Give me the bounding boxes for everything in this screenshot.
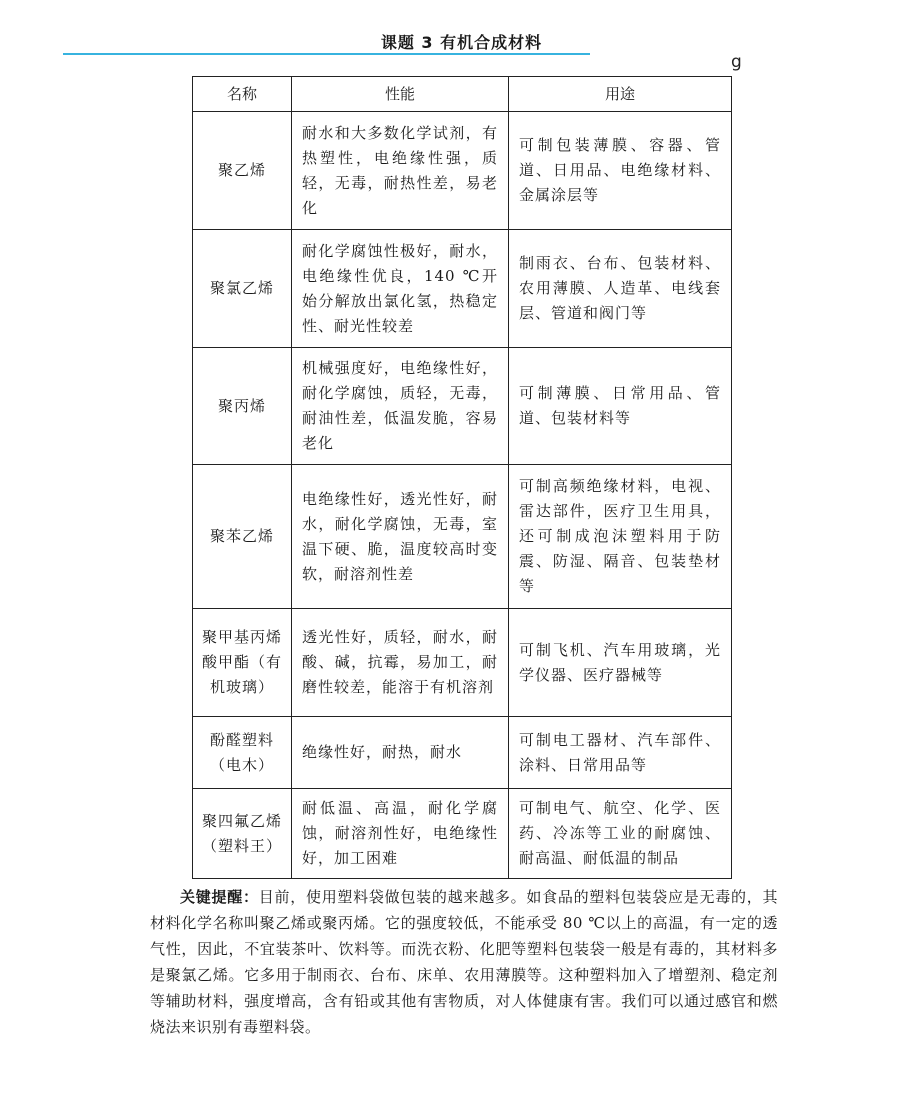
table-row [193, 609, 732, 717]
key-reminder-text: 目前，使用塑料袋做包装的越来越多。如食品的塑料包装袋应是无毒的，其材料化学名称叫聚乙烯或聚丙烯。它的强度较低，不能承受 80 ℃以上的高温，有一定的透气性，因此，不宜装茶叶、饮料等。而洗衣粉、化肥等塑料包装袋一般是有毒的，其材料多是聚氯乙烯。它多用于制雨衣、台布、床单、农用薄膜等。这种塑料加入了增塑剂、稳定剂等辅助材料，强度增高，含有铅或其他有害物质，对人体健康有害。我们可以通过感官和燃烧法来识别有毒塑料袋。 [150, 888, 778, 1036]
table-row [193, 112, 732, 230]
material-use: 可制薄膜、日常用品、管道、包装材料等 [509, 348, 732, 465]
material-name: 聚四氟乙烯（塑料王） [193, 789, 292, 879]
material-use: 可制飞机、汽车用玻璃，光学仪器、医疗器械等 [509, 609, 732, 717]
column-header-use: 用途 [509, 77, 732, 112]
table-row [193, 789, 732, 879]
material-use: 可制高频绝缘材料，电视、雷达部件，医疗卫生用具，还可制成泡沫塑料用于防震、防湿、隔音、包装垫材等 [509, 465, 732, 609]
material-name: 聚氯乙烯 [193, 230, 292, 348]
material-name: 聚甲基丙烯酸甲酯（有机玻璃） [193, 609, 292, 717]
material-performance: 机械强度好，电绝缘性好，耐化学腐蚀，质轻，无毒，耐油性差，低温发脆，容易老化 [292, 348, 509, 465]
material-performance: 耐水和大多数化学试剂，有热塑性，电绝缘性强，质轻，无毒，耐热性差，易老化 [292, 112, 509, 230]
material-name: 聚乙烯 [193, 112, 292, 230]
key-reminder-label: 关键提醒： [180, 888, 259, 906]
corner-mark: g [731, 52, 742, 72]
material-name: 酚醛塑料（电木） [193, 717, 292, 789]
material-performance: 电绝缘性好，透光性好，耐水，耐化学腐蚀，无毒，室温下硬、脆，温度较高时变软，耐溶剂性差 [292, 465, 509, 609]
material-performance: 耐化学腐蚀性极好，耐水，电绝缘性优良，140 ℃开始分解放出氯化氢，热稳定性、耐光性较差 [292, 230, 509, 348]
material-name: 聚苯乙烯 [193, 465, 292, 609]
material-use: 可制包装薄膜、容器、管道、日用品、电绝缘材料、金属涂层等 [509, 112, 732, 230]
table-header-row [193, 77, 732, 112]
page-header-title: 课题 3 有机合成材料 [380, 33, 543, 52]
table-row [193, 717, 732, 789]
table-row [193, 348, 732, 465]
material-performance: 耐低温、高温，耐化学腐蚀，耐溶剂性好，电绝缘性好，加工困难 [292, 789, 509, 879]
material-performance: 透光性好，质轻，耐水，耐酸、碱，抗霉，易加工，耐磨性较差，能溶于有机溶剂 [292, 609, 509, 717]
materials-table [192, 76, 732, 879]
material-use: 可制电工器材、汽车部件、涂料、日常用品等 [509, 717, 732, 789]
column-header-name: 名称 [193, 77, 292, 112]
material-use: 制雨衣、台布、包装材料、农用薄膜、人造革、电线套层、管道和阀门等 [509, 230, 732, 348]
key-reminder-paragraph [150, 884, 778, 1040]
table-row [193, 230, 732, 348]
material-use: 可制电气、航空、化学、医药、冷冻等工业的耐腐蚀、耐高温、耐低温的制品 [509, 789, 732, 879]
material-performance: 绝缘性好，耐热，耐水 [292, 717, 509, 789]
column-header-performance: 性能 [292, 77, 509, 112]
material-name: 聚丙烯 [193, 348, 292, 465]
table-row [193, 465, 732, 609]
header-divider [63, 53, 590, 55]
